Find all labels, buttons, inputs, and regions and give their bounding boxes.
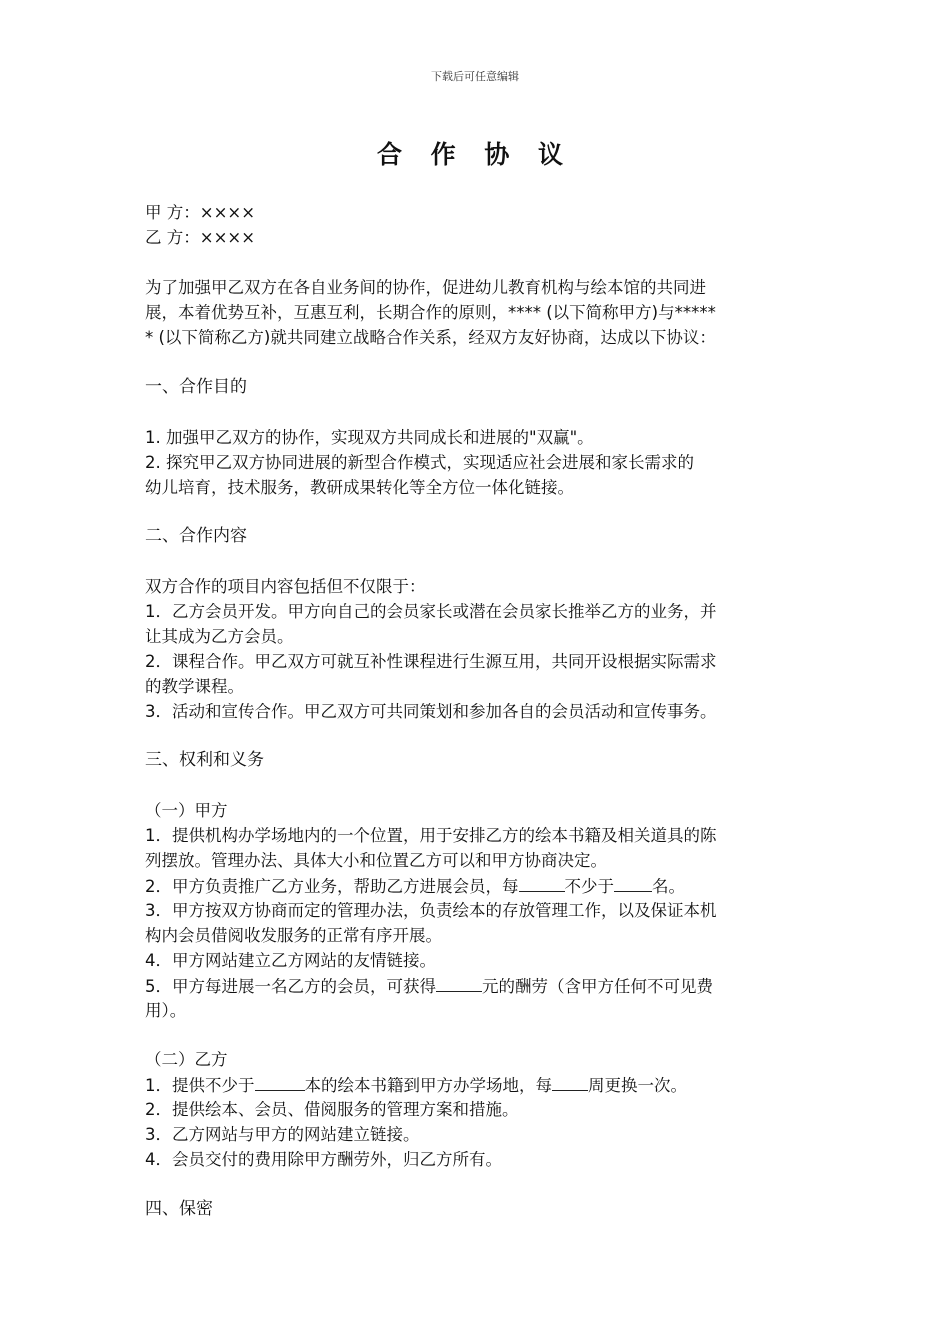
list-item-text: 2．甲方负责推广乙方业务，帮助乙方进展会员，每 bbox=[145, 877, 519, 896]
list-item bbox=[145, 1072, 810, 1098]
list-item: 1. 加强甲乙双方的协作，实现双方共同成长和进展的"双赢"。 bbox=[145, 428, 594, 447]
list-item-text: 周更换一次。 bbox=[588, 1076, 687, 1095]
list-item: 让其成为乙方会员。 bbox=[145, 627, 294, 646]
section-heading: 四、保密 bbox=[145, 1199, 213, 1219]
list-item bbox=[145, 873, 810, 899]
list-item-text: 名。 bbox=[652, 877, 685, 896]
fill-in-blank[interactable] bbox=[519, 873, 565, 892]
list-item: 3．甲方按双方协商而定的管理办法，负责绘本的存放管理工作，以及保证本机 bbox=[145, 901, 717, 920]
document-title: 合 作 协 议 bbox=[376, 140, 574, 169]
section-heading: 一、合作目的 bbox=[145, 377, 247, 397]
subsection-heading: （二）乙方 bbox=[145, 1050, 228, 1069]
list-item: 4．会员交付的费用除甲方酬劳外，归乙方所有。 bbox=[145, 1150, 502, 1169]
subsection-heading: （一）甲方 bbox=[145, 801, 228, 820]
section-heading: 二、合作内容 bbox=[145, 526, 247, 546]
list-item: 用）。 bbox=[145, 1001, 187, 1020]
list-item: 1．乙方会员开发。甲方向自己的会员家长或潜在会员家长推举乙方的业务，并 bbox=[145, 602, 717, 621]
fill-in-blank[interactable] bbox=[614, 873, 652, 892]
list-item: 2．提供绘本、会员、借阅服务的管理方案和措施。 bbox=[145, 1100, 519, 1119]
list-item-text: 元的酬劳（含甲方任何不可见费 bbox=[482, 977, 713, 996]
list-item: 2．课程合作。甲乙双方可就互补性课程进行生源互用，共同开设根据实际需求 bbox=[145, 652, 717, 671]
party-b: 乙 方：×××× bbox=[145, 228, 256, 247]
list-item-text: 不少于 bbox=[564, 877, 614, 896]
section-heading: 三、权利和义务 bbox=[145, 750, 264, 770]
fill-in-blank[interactable] bbox=[436, 973, 482, 992]
list-item: 的教学课程。 bbox=[145, 677, 244, 696]
list-item: 1．提供机构办学场地内的一个位置，用于安排乙方的绘本书籍及相关道具的陈 bbox=[145, 826, 717, 845]
header-note: 下载后可任意编辑 bbox=[431, 70, 519, 83]
intro-line: 展，本着优势互补，互惠互利，长期合作的原则，**** (以下简称甲方)与***** bbox=[145, 303, 716, 322]
intro-line: * (以下简称乙方)就共同建立战略合作关系，经双方友好协商，达成以下协议： bbox=[145, 328, 716, 347]
list-item: 幼儿培育，技术服务，教研成果转化等全方位一体化链接。 bbox=[145, 478, 574, 497]
list-item: 3．乙方网站与甲方的网站建立链接。 bbox=[145, 1125, 420, 1144]
list-item: 4．甲方网站建立乙方网站的友情链接。 bbox=[145, 951, 436, 970]
list-item: 构内会员借阅收发服务的正常有序开展。 bbox=[145, 926, 442, 945]
list-item: 2. 探究甲乙双方协同进展的新型合作模式，实现适应社会进展和家长需求的 bbox=[145, 453, 694, 472]
fill-in-blank[interactable] bbox=[552, 1072, 588, 1091]
list-item-text: 5．甲方每进展一名乙方的会员，可获得 bbox=[145, 977, 436, 996]
list-item: 3．活动和宣传合作。甲乙双方可共同策划和参加各自的会员活动和宣传事务。 bbox=[145, 702, 717, 721]
list-item-text: 1．提供不少于 bbox=[145, 1076, 255, 1095]
party-a: 甲 方：×××× bbox=[145, 203, 256, 222]
fill-in-blank[interactable] bbox=[255, 1072, 305, 1091]
list-item-text: 本的绘本书籍到甲方办学场地，每 bbox=[304, 1076, 552, 1095]
intro-line: 为了加强甲乙双方在各自业务间的协作，促进幼儿教育机构与绘本馆的共同进 bbox=[145, 278, 706, 297]
list-item bbox=[145, 973, 810, 999]
list-item: 列摆放。管理办法、具体大小和位置乙方可以和甲方协商决定。 bbox=[145, 851, 607, 870]
section-lead: 双方合作的项目内容包括但不仅限于： bbox=[145, 577, 426, 596]
